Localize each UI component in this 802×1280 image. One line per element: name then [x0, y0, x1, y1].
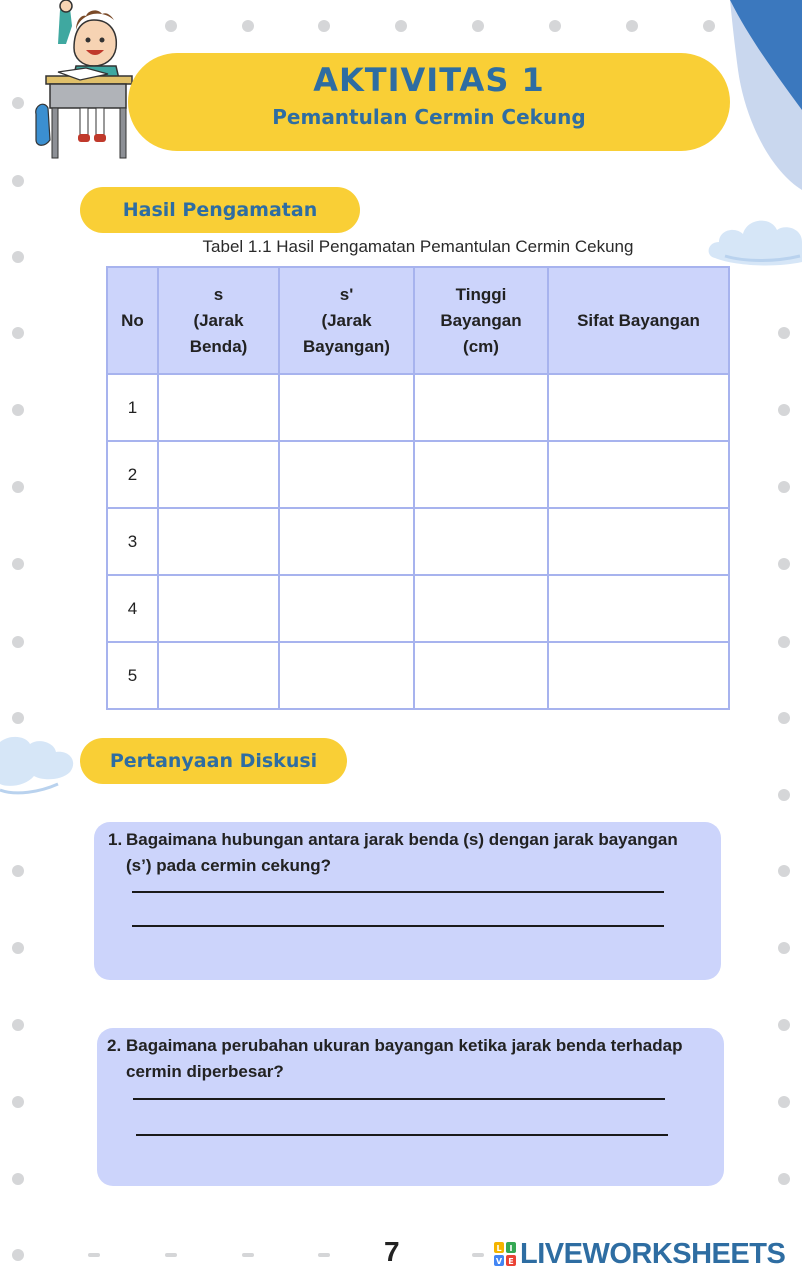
answer-cell-properties[interactable]: [548, 642, 729, 709]
question-text-line2: (s’) pada cermin cekung?: [126, 856, 331, 875]
answer-cell-s[interactable]: [158, 642, 279, 709]
svg-text:E: E: [508, 1257, 514, 1266]
brand-name: LIVEWORKSHEETS: [520, 1238, 786, 1270]
answer-cell-s-prime[interactable]: [279, 441, 414, 508]
table-row: [107, 374, 729, 441]
answer-line[interactable]: [136, 1134, 668, 1136]
row-number: 4: [107, 575, 158, 642]
header-no: No: [107, 267, 158, 374]
liveworksheets-logo-icon: [494, 1242, 516, 1266]
header-s-prime: s' (Jarak Bayangan): [279, 267, 414, 374]
header-image-height: Tinggi Bayangan (cm): [414, 267, 548, 374]
row-number: 5: [107, 642, 158, 709]
question-card-2: [97, 1028, 724, 1186]
answer-line[interactable]: [132, 891, 664, 893]
answer-cell-height[interactable]: [414, 508, 548, 575]
table-row: [107, 575, 729, 642]
svg-text:V: V: [495, 1257, 503, 1266]
question-text-line1: Bagaimana hubungan antara jarak benda (s) dengan jarak bayangan: [126, 830, 678, 849]
answer-line[interactable]: [132, 925, 664, 927]
row-number: 3: [107, 508, 158, 575]
discussion-section-text: Pertanyaan Diskusi: [109, 750, 318, 772]
svg-text:L: L: [496, 1244, 502, 1253]
answer-cell-s-prime[interactable]: [279, 508, 414, 575]
observation-table: [106, 266, 730, 710]
table-row: [107, 508, 729, 575]
table-row: [107, 441, 729, 508]
observation-section-label: [80, 187, 360, 233]
question-text-line2: cermin diperbesar?: [126, 1062, 284, 1081]
table-caption: Tabel 1.1 Hasil Pengamatan Pemantulan Cermin Cekung: [202, 237, 634, 256]
answer-cell-height[interactable]: [414, 642, 548, 709]
row-number: 1: [107, 374, 158, 441]
answer-line[interactable]: [133, 1098, 665, 1100]
question-card-1: [94, 822, 721, 980]
answer-cell-properties[interactable]: [548, 441, 729, 508]
answer-cell-s-prime[interactable]: [279, 374, 414, 441]
svg-text:I: I: [509, 1244, 513, 1253]
answer-cell-s[interactable]: [158, 374, 279, 441]
row-number: 2: [107, 441, 158, 508]
cloud-icon: [705, 198, 802, 270]
title-banner: [128, 53, 730, 151]
student-desk-illustration: [30, 0, 134, 160]
answer-cell-height[interactable]: [414, 374, 548, 441]
answer-cell-s[interactable]: [158, 441, 279, 508]
page-number: 7: [384, 1236, 400, 1267]
answer-cell-height[interactable]: [414, 575, 548, 642]
answer-cell-height[interactable]: [414, 441, 548, 508]
cloud-icon: [0, 730, 80, 802]
answer-cell-s[interactable]: [158, 575, 279, 642]
answer-cell-s-prime[interactable]: [279, 575, 414, 642]
discussion-section-label: [80, 738, 347, 784]
question-text-line1: Bagaimana perubahan ukuran bayangan ketika jarak benda terhadap: [126, 1036, 683, 1055]
question-number: 2.: [107, 1036, 122, 1055]
answer-cell-s-prime[interactable]: [279, 642, 414, 709]
page-title: AKTIVITAS 1: [313, 61, 545, 99]
answer-cell-properties[interactable]: [548, 374, 729, 441]
table-header-row: [107, 267, 729, 374]
answer-cell-properties[interactable]: [548, 508, 729, 575]
question-number: 1.: [108, 830, 123, 849]
answer-cell-s[interactable]: [158, 508, 279, 575]
table-row: [107, 642, 729, 709]
answer-cell-properties[interactable]: [548, 575, 729, 642]
observation-section-text: Hasil Pengamatan: [122, 199, 318, 221]
header-image-properties: Sifat Bayangan: [548, 267, 729, 374]
page-subtitle: Pemantulan Cermin Cekung: [272, 105, 586, 129]
header-s: s (Jarak Benda): [158, 267, 279, 374]
